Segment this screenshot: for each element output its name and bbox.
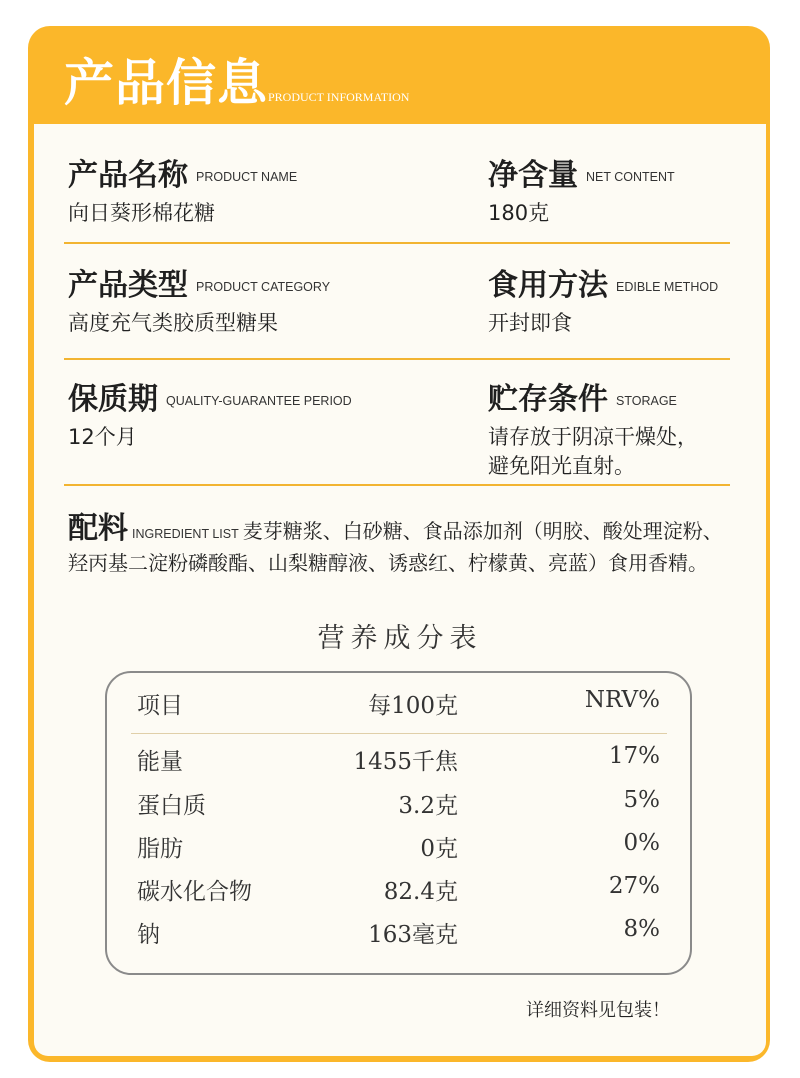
table-cell-amount: 3.2克 [398, 793, 458, 819]
field-value: 请存放于阴凉干燥处， [488, 425, 698, 449]
table-cell-item: 能量 [137, 749, 183, 775]
field-value: 12个月 [68, 425, 137, 449]
table-header: 每100克 [368, 693, 458, 719]
table-cell-nrv: 5% [623, 787, 660, 813]
field-en-label: NET CONTENT [586, 170, 675, 184]
field-title: 食用方法 [488, 268, 608, 303]
field-en-label: STORAGE [616, 394, 677, 408]
table-cell-item: 脂肪 [137, 836, 183, 862]
table-cell-amount: 0克 [420, 836, 458, 862]
field-value: 避免阳光直射。 [488, 454, 635, 478]
field-value: 180克 [488, 201, 550, 225]
divider [64, 242, 730, 244]
divider [64, 484, 730, 486]
table-cell-nrv: 17% [608, 743, 660, 769]
table-cell-nrv: 0% [623, 830, 660, 856]
nutrition-title: 营养成分表 [317, 623, 483, 654]
table-cell-item: 蛋白质 [137, 793, 206, 819]
ingredient-list [68, 511, 728, 578]
table-cell-nrv: 27% [608, 873, 660, 899]
field-en-label: PRODUCT NAME [196, 170, 298, 184]
ingredient-text: 麦芽糖浆、白砂糖、食品添加剂（明胶、酸处理淀粉、羟丙基二淀粉磷酸酯、山梨糖醇液、诱惑红、柠檬黄、亮蓝）食用香精。 [68, 519, 723, 575]
page-subtitle: PRODUCT INFORMATION [268, 90, 410, 104]
field-edible-method [488, 268, 718, 338]
field-title: 产品名称 [68, 158, 188, 193]
field-value: 向日葵形棉花糖 [68, 201, 215, 225]
table-cell-nrv: 8% [623, 916, 660, 942]
table-header: 项目 [137, 693, 183, 719]
field-title: 产品类型 [68, 268, 188, 303]
field-en-label: PRODUCT CATEGORY [196, 280, 331, 294]
divider [64, 358, 730, 360]
table-cell-item: 钠 [137, 922, 160, 948]
table-cell-amount: 1455千焦 [353, 749, 458, 775]
table-header-divider [131, 733, 667, 734]
field-title: 净含量 [488, 158, 578, 193]
ingredient-en-label: INGREDIENT LIST [132, 527, 239, 541]
table-header: NRV% [584, 687, 660, 713]
table-cell-amount: 82.4克 [383, 879, 458, 905]
field-en-label: QUALITY-GUARANTEE PERIOD [166, 394, 352, 408]
page-title: 产品信息 [64, 53, 268, 112]
field-shelf-life [68, 382, 352, 452]
field-value: 开封即食 [488, 311, 572, 335]
field-value: 高度充气类胶质型糖果 [68, 311, 278, 335]
table-cell-item: 碳水化合物 [137, 879, 252, 905]
field-product-name [68, 158, 297, 228]
field-en-label: EDIBLE METHOD [616, 280, 719, 294]
field-storage [488, 382, 698, 481]
field-title: 贮存条件 [488, 382, 608, 417]
nutrition-table [105, 671, 692, 975]
field-title: 保质期 [68, 382, 158, 417]
table-cell-amount: 163毫克 [368, 922, 458, 948]
ingredient-title: 配料 [68, 511, 128, 546]
footer-note: 详细资料见包装！ [526, 1000, 670, 1021]
field-product-category [68, 268, 330, 338]
field-net-content [488, 158, 675, 228]
